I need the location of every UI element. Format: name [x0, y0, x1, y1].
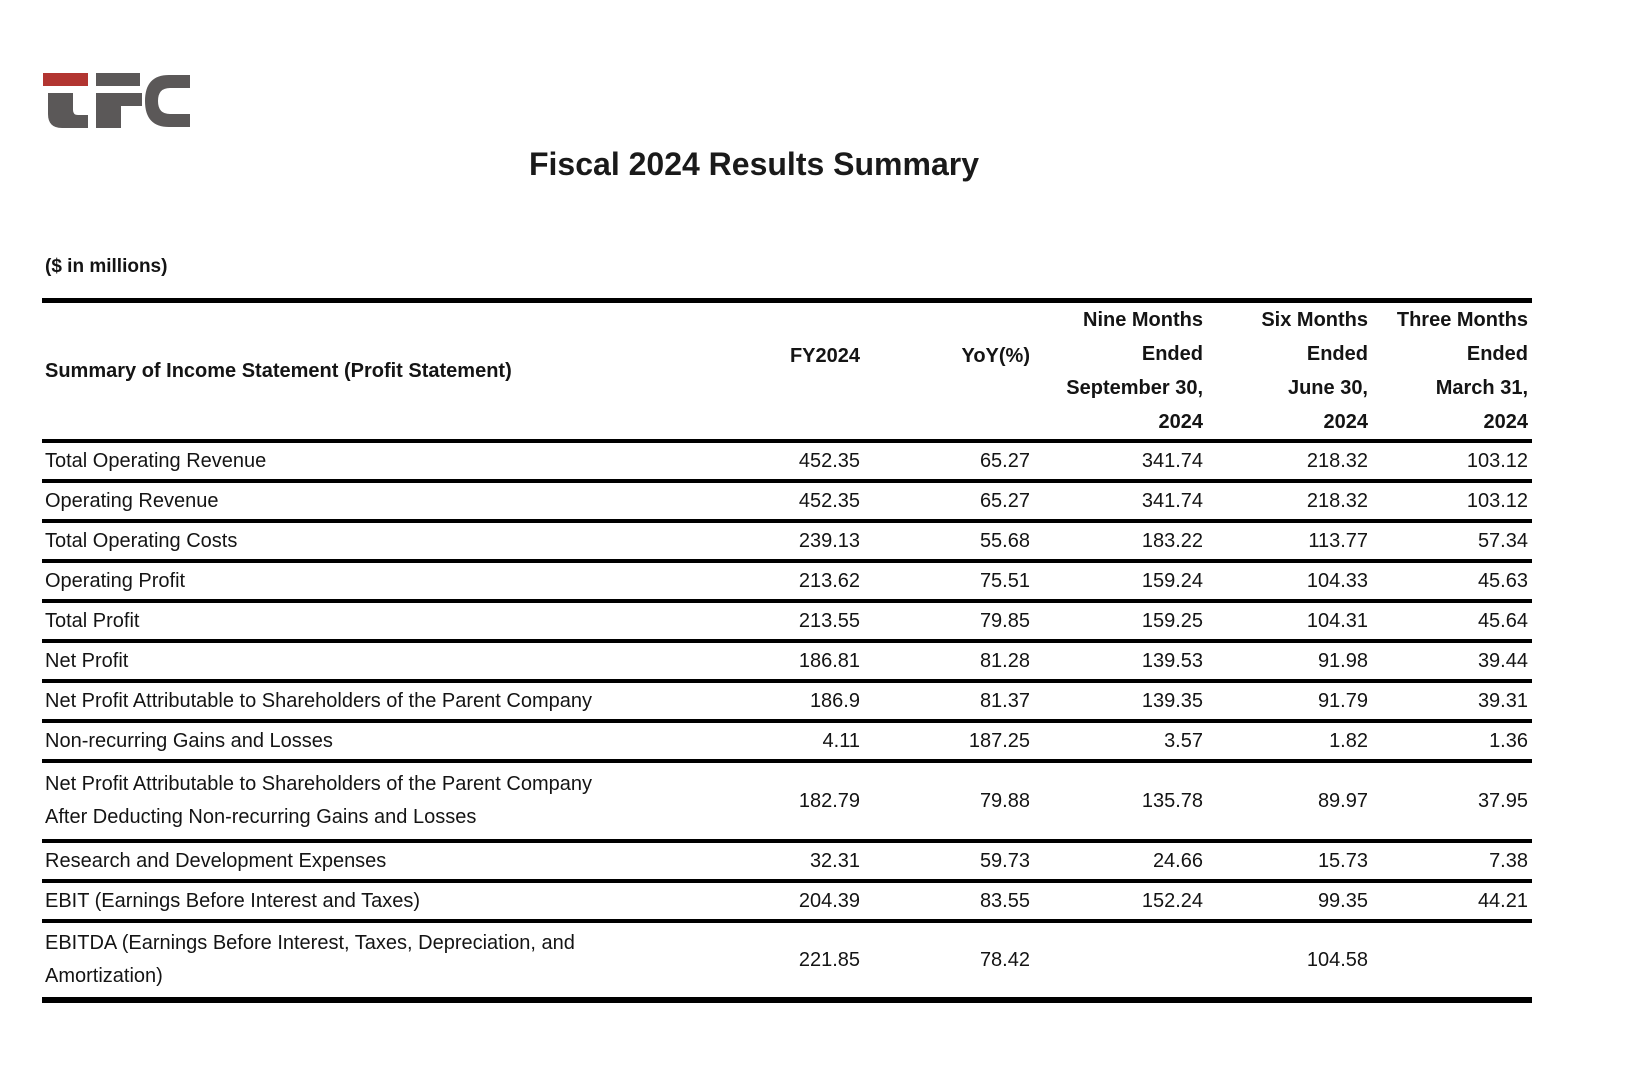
- row-value: 78.42: [979, 948, 1030, 971]
- row-value: 39.31: [1477, 689, 1528, 712]
- column-header-line: YoY(%): [961, 345, 1030, 367]
- row-value: 104.31: [1306, 609, 1368, 632]
- row-value: 3.57: [1164, 729, 1203, 752]
- row-value: 79.88: [979, 789, 1030, 812]
- row-value: 1.36: [1489, 729, 1528, 752]
- row-label-line: EBITDA (Earnings Before Interest, Taxes, Depreciation, and: [45, 932, 575, 954]
- table-header-row: [42, 298, 1532, 443]
- column-header-line: Nine Months: [1083, 309, 1203, 331]
- row-label: Net Profit: [45, 649, 129, 672]
- row-value: 89.97: [1317, 789, 1368, 812]
- column-header-line: June 30,: [1287, 377, 1368, 399]
- row-value: 159.25: [1141, 609, 1203, 632]
- row-value: 83.55: [979, 889, 1030, 912]
- column-header-line: 2024: [1323, 411, 1368, 433]
- row-value: 218.32: [1306, 489, 1368, 512]
- table-row: [42, 843, 1532, 883]
- row-value: 32.31: [809, 849, 860, 872]
- row-value: 139.53: [1141, 649, 1203, 672]
- row-label: [42, 768, 690, 834]
- row-value: 213.62: [798, 569, 860, 592]
- table-row: [42, 683, 1532, 723]
- row-value: 65.27: [979, 449, 1030, 472]
- column-header-three-months: [1368, 303, 1532, 439]
- row-value: 152.24: [1141, 889, 1203, 912]
- row-value: 15.73: [1317, 849, 1368, 872]
- row-value: 113.77: [1308, 529, 1368, 552]
- row-value: 341.74: [1141, 449, 1203, 472]
- column-header-label: Summary of Income Statement (Profit Statement): [45, 359, 512, 382]
- row-label: Total Operating Costs: [45, 529, 238, 552]
- row-value: 452.35: [798, 449, 860, 472]
- row-label: Non-recurring Gains and Losses: [45, 729, 333, 752]
- row-label-line: Amortization): [45, 965, 163, 987]
- table-row: [42, 763, 1532, 843]
- row-value: 91.98: [1317, 649, 1368, 672]
- row-value: 75.51: [979, 569, 1030, 592]
- company-logo-icon: [42, 66, 190, 130]
- table-row: [42, 443, 1532, 483]
- row-value: 1.82: [1329, 729, 1368, 752]
- table-row: [42, 523, 1532, 563]
- column-header-six-months: [1203, 303, 1368, 439]
- table-body: [42, 443, 1532, 1003]
- row-value: 221.85: [798, 948, 860, 971]
- row-label-line: Net Profit Attributable to Shareholders of the Parent Company: [45, 773, 592, 795]
- row-value: 452.35: [798, 489, 860, 512]
- row-value: 213.55: [798, 609, 860, 632]
- column-header-yoy-percent: [860, 303, 1030, 439]
- row-label: EBIT (Earnings Before Interest and Taxes): [45, 889, 421, 912]
- table-row: [42, 603, 1532, 643]
- row-value: 341.74: [1141, 489, 1203, 512]
- row-label-line: After Deducting Non-recurring Gains and Losses: [45, 806, 477, 828]
- column-header-line: September 30,: [1066, 377, 1203, 399]
- row-value: 91.79: [1317, 689, 1368, 712]
- row-label: [42, 927, 690, 993]
- row-label: Total Profit: [45, 609, 140, 632]
- row-value: 99.35: [1317, 889, 1368, 912]
- row-value: 45.63: [1477, 569, 1528, 592]
- row-value: 182.79: [798, 789, 860, 812]
- column-header-line: Ended: [1306, 343, 1368, 365]
- column-header-line: 2024: [1158, 411, 1203, 433]
- row-value: 81.28: [979, 649, 1030, 672]
- table-row: [42, 563, 1532, 603]
- row-value: 218.32: [1306, 449, 1368, 472]
- row-label: Net Profit Attributable to Shareholders of the Parent Company: [45, 689, 592, 712]
- table-row: [42, 923, 1532, 1003]
- row-value: 186.81: [798, 649, 860, 672]
- row-value: 55.68: [979, 529, 1030, 552]
- row-value: 186.9: [809, 689, 860, 712]
- row-value: 81.37: [979, 689, 1030, 712]
- income-statement-table: [42, 298, 1532, 1003]
- row-value: 204.39: [798, 889, 860, 912]
- page-title: Fiscal 2024 Results Summary: [528, 146, 979, 182]
- row-value: 24.66: [1152, 849, 1203, 872]
- row-label: Research and Development Expenses: [45, 849, 387, 872]
- row-value: 37.95: [1477, 789, 1528, 812]
- column-header-line: Six Months: [1261, 309, 1368, 331]
- column-header-nine-months: [1030, 303, 1203, 439]
- row-value: 139.35: [1141, 689, 1203, 712]
- table-row: [42, 883, 1532, 923]
- row-value: 4.11: [822, 729, 860, 752]
- column-header-line: 2024: [1483, 411, 1528, 433]
- row-value: 159.24: [1141, 569, 1203, 592]
- row-value: 103.12: [1466, 449, 1528, 472]
- row-value: 135.78: [1141, 789, 1203, 812]
- row-value: 103.12: [1466, 489, 1528, 512]
- column-header-line: March 31,: [1435, 377, 1528, 399]
- units-note: ($ in millions): [45, 256, 168, 277]
- row-value: 183.22: [1141, 529, 1203, 552]
- table-row: [42, 723, 1532, 763]
- row-value: 187.25: [968, 729, 1030, 752]
- row-value: 45.64: [1477, 609, 1528, 632]
- row-value: 59.73: [979, 849, 1030, 872]
- row-label: Operating Revenue: [45, 489, 219, 512]
- column-header-line: Ended: [1141, 343, 1203, 365]
- table-row: [42, 643, 1532, 683]
- row-value: 39.44: [1477, 649, 1528, 672]
- row-value: 44.21: [1477, 889, 1528, 912]
- row-value: 104.58: [1306, 948, 1368, 971]
- column-header-line: FY2024: [789, 345, 860, 367]
- column-header-line: Three Months: [1396, 309, 1528, 331]
- column-header-line: Ended: [1466, 343, 1528, 365]
- row-value: 239.13: [798, 529, 860, 552]
- row-value: 65.27: [979, 489, 1030, 512]
- row-label: Operating Profit: [45, 569, 186, 592]
- row-value: 7.38: [1489, 849, 1528, 872]
- row-label: Total Operating Revenue: [45, 449, 267, 472]
- table-row: [42, 483, 1532, 523]
- row-value: 57.34: [1477, 529, 1528, 552]
- row-value: 79.85: [979, 609, 1030, 632]
- row-value: 104.33: [1306, 569, 1368, 592]
- column-header-fy2024: [690, 303, 860, 439]
